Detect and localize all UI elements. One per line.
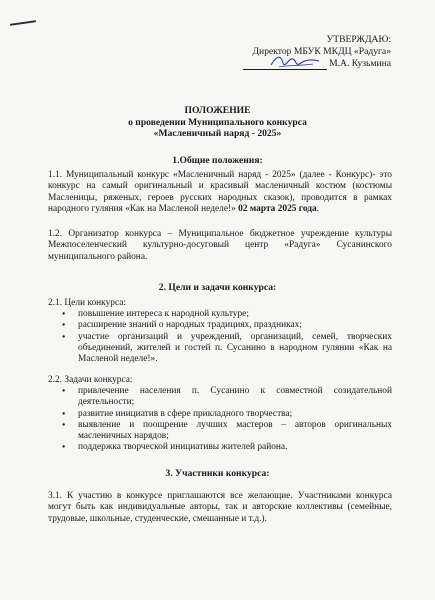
- list-item: ● привлечение населения п. Сусанино к совместной созидательной деятельности;: [48, 386, 392, 409]
- approval-position: Директор МБУК МКДЦ «Радуга»: [252, 46, 391, 57]
- list-item: ● развитие инициатив в сфере прикладного творчества;: [48, 409, 392, 420]
- list-item: ● расширение знаний о народных традициях, праздниках;: [48, 320, 392, 331]
- title-line-3: «Масленичный наряд - 2025»: [153, 128, 282, 139]
- list-item: ● повышение интереса к народной культуре;: [48, 309, 392, 320]
- goals-list: [48, 309, 392, 365]
- approval-name: М.А. Кузьмина: [329, 58, 391, 69]
- list-item: ● выявление и поощрение лучших мастеров – авторов оригинальных масленичных нарядов;: [48, 420, 392, 443]
- list-item: ● участие организаций и учреждений, организаций, семей, творческих объединений, жителей и гостей п. Сусанино в народном гулянии «Как на Масленой неделе!».: [48, 332, 392, 366]
- approval-heading: УТВЕРЖДАЮ:: [326, 34, 391, 45]
- approval-signature-line: [191, 58, 391, 70]
- tasks-list: [48, 386, 392, 454]
- document-title: [0, 105, 435, 140]
- paragraph-1-2: 1.2. Организатор конкурса – Муниципальное бюджетное учреждение культуры Межпоселенческий культурно-досуговый центр «Радуга» Сусанинского муниципального района.: [48, 229, 392, 262]
- title-line-1: ПОЛОЖЕНИЕ: [184, 105, 251, 116]
- section-3-heading: 3. Участники конкурса:: [165, 468, 270, 479]
- section-2-heading: 2. Цели и задачи конкурса:: [158, 282, 277, 293]
- list-item: ● поддержка творческой инициативы жителей района.: [48, 442, 392, 453]
- title-line-2: о проведении Муниципального конкурса: [128, 116, 307, 128]
- section-1-heading: 1.Общие положения:: [172, 155, 263, 166]
- paragraph-1-1-text: 1.1. Муниципальный конкурс «Масленичный наряд - 2025» (далее - Конкурс)- это конкурс на самый оригинальный и красивый масленичный костюм (костюмы Масленицы, ряженых, героев русских народных сказок), проводится в рамках народного гуляния «Как на Масленой неделе!»: [48, 170, 392, 214]
- scan-mark: [10, 20, 36, 26]
- signature-blank: [243, 59, 327, 70]
- paragraph-3-1: 3.1. К участию в конкурсе приглашаются все желающие. Участниками конкурса могут быть как индивидуальные авторы, так и авторские коллективы (семейные, трудовые, школьные, студенческие, смешанные и т.д.).: [48, 491, 392, 524]
- paragraph-1-1-end: .: [316, 203, 320, 214]
- signature-icon: [265, 51, 325, 73]
- goals-label: 2.1. Цели конкурса:: [48, 298, 126, 308]
- paragraph-1-1: [48, 170, 392, 215]
- tasks-label: 2.2. Задачи конкурса:: [48, 375, 133, 385]
- paragraph-1-1-date: 02 марта 2025 года: [238, 203, 317, 214]
- approval-block: [191, 34, 391, 70]
